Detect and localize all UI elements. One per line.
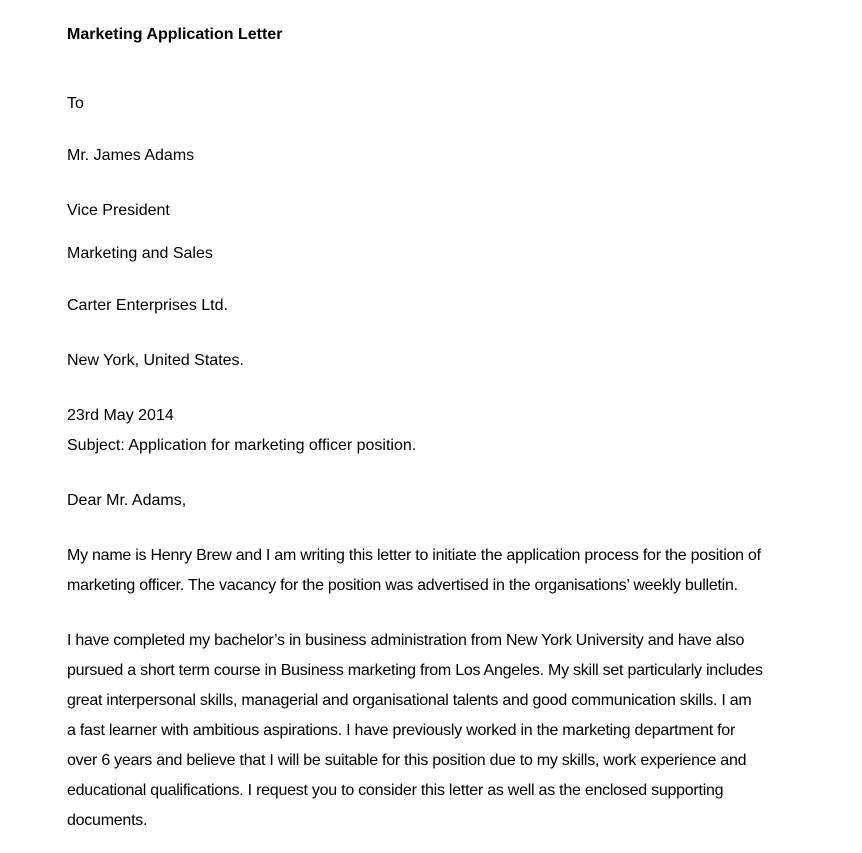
letter-subject: Subject: Application for marketing officer position. (67, 437, 417, 454)
recipient-position: Vice President (67, 202, 170, 219)
paragraph-line: I have completed my bachelor’s in business administration from New York University and have also (67, 632, 745, 649)
letter-salutation: Dear Mr. Adams, (67, 492, 187, 509)
letter-title: Marketing Application Letter (67, 26, 283, 43)
recipient-department: Marketing and Sales (67, 245, 213, 262)
paragraph-line: a fast learner with ambitious aspirations. I have previously worked in the marketing department for (67, 722, 736, 739)
paragraph-line: documents. (67, 812, 148, 829)
recipient-to: To (67, 95, 84, 112)
recipient-location: New York, United States. (67, 352, 244, 369)
paragraph-line: over 6 years and believe that I will be suitable for this position due to my skills, work experience and (67, 752, 747, 769)
paragraph-line: educational qualifications. I request you to consider this letter as well as the enclosed supporting (67, 782, 724, 799)
paragraph-line: marketing officer. The vacancy for the position was advertised in the organisations’ weekly bulletin. (67, 577, 738, 594)
paragraph-line: great interpersonal skills, managerial and organisational talents and good communication skills. I am (67, 692, 752, 709)
recipient-company: Carter Enterprises Ltd. (67, 297, 228, 314)
paragraph-line: My name is Henry Brew and I am writing this letter to initiate the application process for the position of (67, 547, 761, 564)
letter-date: 23rd May 2014 (67, 407, 174, 424)
paragraph-line: pursued a short term course in Business marketing from Los Angeles. My skill set particularly includes (67, 662, 763, 679)
recipient-name: Mr. James Adams (67, 147, 195, 164)
